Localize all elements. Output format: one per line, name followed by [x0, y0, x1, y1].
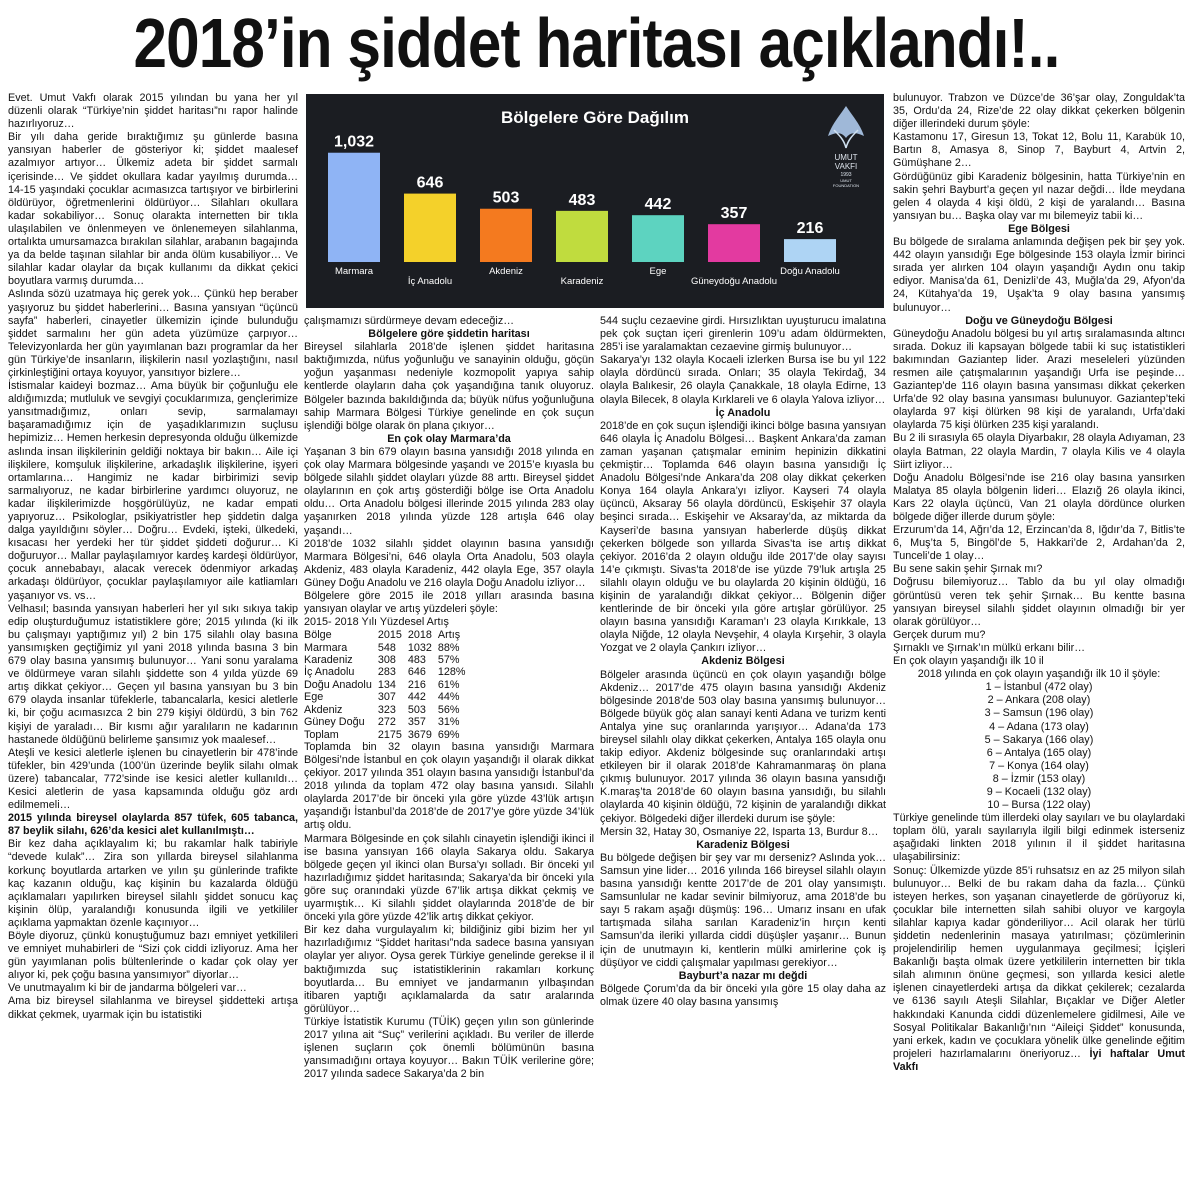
category-label: Güneydoğu Anadolu	[690, 276, 778, 287]
table-cell: Akdeniz	[304, 703, 343, 716]
paragraph: Evet. Umut Vakfı olarak 2015 yılından bu yana her yıl düzenli olarak “Türkiye’nin şiddet haritası”nı rapor halinde hazırlıyoruz…	[8, 92, 298, 131]
bar-value-label: 442	[644, 196, 672, 214]
paragraph: Velhasıl; basında yansıyan haberleri her yıl sıkı sıkıya takip edip oluşturduğumuz istatistiklere göre; 2015 yılında (ki ilk bu çalışmayı yaptığımız yıl) 2 bin 175 silahlı olay basına yansımışken geçtiğimiz yıl yani 2018 yılında basına 3 bin 679 olay basına yansımış bulunuyor… Yani sonu yaralama ve öldürmeye varan silahlı şiddette son 4 yılda yüzde 69 artış dikkat çekiyor… Geçen yıl basına yansıyan bu 3 bin 679 olayda insanlar tüfeklerle, tabancalarla, kesici aletlerle ki, bir çoğu acımasızca 2 bin 279 kişiyi öldürdü, 3 bin 762 kişiyi de yaraladı… Bir kısmı ağır yaralıların ne kadarının hastanede öldüğünü belirleme şansımız yok maalesef…	[8, 602, 298, 746]
paragraph: Bireysel silahlarla 2018’de işlenen şiddet haritasına baktığımızda, nüfus yoğunluğu ve sanayinin olduğu, göçün yoğun yaşanması nedeniyle kozmopolit yapıya sahip kentlerde olayların daha çok yaşandığına tanık oluyoruz. Bölgeler bazında bakıldığında da; büyük nüfus yoğunluğuna sahip Marmara Bölgesi Türkiye genelinde en çok suçun işlendiği bölge olarak ön plana çıkıyor…	[304, 341, 594, 432]
table-header-row	[304, 629, 472, 641]
paragraph: Bir kez daha açıklayalım ki; bu rakamlar halk tabiriyle “devede kulak”… Zira son yıllarda bireysel silahlanma korkunç boyutlarda artarken ve yılın şu günlerinde trafikte kaç kazanın olduğu, kaç kişinin bu kazalarda öldüğü açıklamaları yapılırken bireysel silahlı şiddet sonucu kaç kişinin ölüp, yaralandığı konusunda ilgili ve yetkililer açıklama yapmaktan özenle kaçınıyor…	[8, 838, 298, 929]
subheading: İç Anadolu	[715, 406, 771, 419]
paragraph: Böyle diyoruz, çünkü konuştuğumuz bazı emniyet yetkilileri ve emniyet muhabirleri de “Sizi çok ciddi izliyoruz. Ama her gün yayımlanan polis bültenlerinde o kadar çok olay yer alıyor ki, pek çoğu basına yansımıyor” diyorlar…	[8, 930, 298, 982]
bar-ege	[632, 215, 684, 262]
signature: İyi haftalar Umut Vakfı	[893, 1047, 1185, 1073]
paragraph: Ateşli ve kesici aletlerle işlenen bu cinayetlerin bir 478’inde tüfekler, bin 429’unda (100’ün üzerinde beylik silahı olmak üzere) tabancalar, 772’sinde ise kesici aletler kullanıldı… Kesici aletlerin de yasa kapsamında olduğu göz ardı edilmemeli…	[8, 746, 298, 812]
paragraph: 2015 yılında bireysel olaylarda 857 tüfek, 605 tabanca, 87 beylik silahı, 626’da kesici alet kullanılmıştı…	[8, 812, 298, 838]
category-label: İç Anadolu	[407, 276, 453, 287]
table-header-cell: Bölge	[304, 629, 332, 642]
paragraph: 2018’de 1032 silahlı şiddet olayının basına yansıdığı Marmara Bölgesi’ni, 646 olayla Orta Anadolu, 503 olayla Akdeniz, 483 olayla Karadeniz, 442 olayla Ege, 357 olayla Güney Doğu Anadolu ve 216 olayla Doğu Anadolu izliyor…	[304, 537, 594, 589]
bar-value-label: 216	[796, 220, 824, 238]
column-3	[600, 315, 886, 1198]
table-cell: 307	[377, 691, 396, 704]
paragraph: Erzurum’da 14, Ağrı’da 12, Erzincan’da 8, Iğdır’da 7, Bitlis’te 6, Muş’ta 5, Bingöl’de 5, Hakkari’de 2, Ardahan’da 2, Tunceli’de 1 olay…	[893, 524, 1185, 563]
table-row	[304, 691, 472, 703]
bar-chart	[306, 94, 884, 308]
paragraph: Aslında sözü uzatmaya hiç gerek yok… Çünkü hep beraber yaşıyoruz bu şiddet haberlerini… Basına yansıyan “üçüncü sayfa” haberleri, cinayetler ülkemizin içinde bulunduğu şiddet sarmalını her gün adeta yüzümüze çarpıyor… Televizyonlarda her gün yayımlanan bazı programlar da her gün Türkiye’de insanların, ilişkilerin nasıl yozlaştığını, nasıl çirkinleştiğini ortaya koyuyor, yansıtıyor bizlere…	[8, 288, 298, 379]
table-cell: 134	[377, 678, 396, 691]
list-item: 2 – Ankara (208 olay)	[987, 694, 1091, 707]
table-cell: 283	[377, 666, 396, 679]
paragraph: Mersin 32, Hatay 30, Osmaniye 22, Isparta 13, Burdur 8…	[600, 825, 879, 838]
bar-value-label: 357	[720, 205, 748, 223]
table-cell: 3679	[407, 728, 432, 741]
table-cell: 323	[377, 703, 396, 716]
category-label: Doğu Anadolu	[780, 266, 840, 277]
table-cell: 56%	[437, 703, 460, 716]
paragraph: Ve unutmayalım ki bir de jandarma bölgeleri var…	[8, 982, 247, 995]
paragraph: Ama biz bireysel silahlanma ve bireysel şiddetteki artışa dikkat çekmek, uyarmak için bu istatistiki	[8, 995, 298, 1021]
bar-value-label: 1,032	[333, 133, 375, 151]
list-item: 3 – Samsun (196 olay)	[984, 707, 1094, 720]
paragraph: Yaşanan 3 bin 679 olayın basına yansıdığı 2018 yılında en çok olay Marmara bölgesinde yaşandı ve 2015’e kıyasla bu bölgede silahlı şiddet olayları yüzde 88 arttı. Bireysel şiddet olaylarının en çok artış gösterdiği bölge ise Orta Anadolu oldu… Orta Anadolu bölgesi illerinde 2015 yılında 283 olay yaşanırken 2018 yılında yüzde 128 artışla 646 olay yaşandı…	[304, 445, 594, 537]
table-cell: 357	[407, 716, 426, 729]
table-row	[304, 642, 472, 654]
table-cell: İç Anadolu	[304, 666, 355, 679]
subheading: Karadeniz Bölgesi	[696, 838, 790, 851]
paragraph: Şırnaklı ve Şırnak’ın mülkü erkanı bilir…	[893, 641, 1086, 654]
umut-vakfi-logo	[818, 102, 874, 190]
table-cell: 1032	[407, 641, 432, 654]
table-header-cell: Artış	[437, 629, 461, 642]
table-row	[304, 666, 472, 678]
paragraph: Türkiye İstatistik Kurumu (TÜİK) geçen yılın son günlerinde 2017 yılına ait “Suç” verilerini açıkladı. Bu veriler de illerde işlenen suçların çok önemli bölümünün basına yansımadığını ortaya koyuyor… Bakın TÜİK verilerine göre; 2017 yılında sadece Sakarya’da 2 bin	[304, 1015, 594, 1081]
subheading: Bayburt’a nazar mı değdi	[678, 969, 808, 982]
paragraph: Bir kez daha vurgulayalım ki; bildiğiniz gibi bizim her yıl hazırladığımız “Şiddet haritası”nda sadece basına yansıyan olaylar yer alıyor. Oysa gerek Türkiye genelinde gerekse il il baktığımızda suç istatistiklerinin rakamları korkunç boyutlarda… Bu emniyet ve jandarmanın yılbaşından itibaren yaptığı açıklamalarda da satır aralarında görülüyor…	[304, 924, 594, 1015]
chart-canvas	[306, 94, 884, 308]
paragraph: Doğu Anadolu Bölgesi’nde ise 216 olay basına yansırken Malatya 85 olayla bölgenin lideri… Elazığ 26 olayla ikinci, Kars 22 olayla üçüncü, Van 21 olayla dördünce olurken bölgede diğer illerde durum şöyle:	[893, 471, 1185, 523]
table-cell: Karadeniz	[304, 654, 353, 667]
subheading: Bölgelere göre şiddetin haritası	[368, 328, 530, 341]
paragraph: Kastamonu 17, Giresun 13, Tokat 12, Bolu 11, Karabük 10, Bartın 8, Amasya 8, Sinop 7, Bayburt 4, Artvin 2, Gümüşhane 2…	[893, 131, 1185, 170]
table-cell: 2175	[377, 728, 402, 741]
table-cell: 503	[407, 703, 426, 716]
increase-table	[304, 629, 472, 741]
table-cell: 69%	[437, 728, 460, 741]
logo-text: VAKFI	[834, 162, 858, 171]
paragraph: Bölgede Çorum’da da bir önceki yıla göre 15 olay daha az olmak üzere 40 olay basına yansımış	[600, 982, 886, 1008]
list-item: 8 – İzmir (153 olay)	[992, 772, 1086, 785]
table-row	[304, 729, 472, 741]
logo-text: UMUT	[840, 178, 852, 183]
paragraph: 2018 yılında en çok olayın yaşandığı ilk 10 il şöyle:	[917, 668, 1161, 681]
paragraph: İstismalar kaideyi bozmaz… Ama büyük bir çoğunluğu ele aldığımızda; mutluluk ve sevgiyi çocuklarımıza, gençlerimize yansıtmadığımız, onları sevip, sarmalamayı başaramadığımız için de yaşadıklarımızın suçlusu hepimiziz… Hemen herkesin depresyonda olduğu ülkemizde aslında insan ilişkilerinin geldiği noktaya bir bakın… Aile içi ilişkilere, komşuluk ilişkilerine, arkadaşlık ilişkilerine, işyeri ortamlarına… Hangimiz ne kadar birbirimizi sevip sarmalıyoruz, ne kadar birbirlerine yardımcı oluyoruz, ne kadar ilişkilerimizde hoşgörülüyüz, ne kadar empati yapıyoruz… Psikologlar, psikiyatristler hep şiddetin dalga dalga yayıldığını söyler… Doğru… Evdeki, işteki, ülkedeki, kısacası her yerdeki her tür şiddet şiddeti doğurur… Ki doğuruyor… Mallar paylaşılamıyor kardeş kardeşi öldürüyor, çocuk annebabayı, alacak verecek ödenmiyor arkadaş arkadaşı öldürüyor, çocuklar paylaşılamıyor aile katliamları yaşanıyor vs. vs…	[8, 380, 298, 602]
bar-akdeniz	[480, 209, 532, 262]
table-cell: Ege	[304, 691, 324, 704]
table-cell: 88%	[437, 641, 460, 654]
column-2	[304, 315, 594, 1198]
list-item: 4 – Adana (173 olay)	[989, 720, 1089, 733]
bar-karadeniz	[556, 211, 608, 262]
table-cell: 308	[377, 654, 396, 667]
table-row	[304, 704, 472, 716]
table-cell: 61%	[437, 678, 460, 691]
paragraph: Türkiye genelinde tüm illerdeki olay sayıları ve bu olaylardaki toplam ölü, yaralı sayılarıyla ilgili bilgi edinmek isterseniz aşağıdaki linkten 2018 yılının il il şiddet haritasına ulaşabilirsiniz:	[893, 812, 1185, 864]
bar-value-label: 503	[492, 189, 520, 207]
logo-text: UMUT	[834, 153, 858, 162]
logo-text: FOUNDATION	[832, 183, 860, 188]
paragraph: Güneydoğu Anadolu bölgesi bu yıl artış sıralamasında altıncı sırada. Dokuz ili kapsayan bölgede tabii ki suç istatistikleri bakımından Gaziantep lider. Arazi meseleleri yüzünden resmen aile çatışmalarının yaşandığı Urfa ise peşinde… Gaziantep’de 116 olayın basına yansıması dikkat çekerken Urfa’de 92 olay basına yansıması bulunuyor. Gaziantep’teki olaylarda 97 kişi ölürken 98 kişi de yaralandı, Urfa’daki olaylarda 75 kişi ölürken 235 kişi yaralandı.	[893, 327, 1185, 432]
headline: 2018’in şiddet haritası açıklandı!..	[133, 4, 1060, 82]
paragraph: Doğrusu bilemiyoruz… Tablo da bu yıl olay olmadığı görüntüsü veren tek şehir Şırnak… Bu kentte basına yansıyan bireysel silahlı şiddet olayının olmadığı bir yer olarak görülüyor…	[893, 576, 1185, 628]
paragraph: En çok olayın yaşandığı ilk 10 il	[893, 655, 1044, 668]
paragraph: Bölgelere göre 2015 ile 2018 yılları arasında basına yansıyan olaylar ve artış yüzdeleri şöyle:	[304, 589, 594, 616]
category-label: Ege	[649, 266, 667, 277]
list-item: 6 – Antalya (165 olay)	[986, 746, 1092, 759]
table-row	[304, 654, 472, 666]
category-label: Marmara	[334, 266, 374, 277]
paragraph	[893, 865, 1185, 1075]
table-cell: 483	[407, 654, 426, 667]
paragraph: Bu 2 ili sırasıyla 65 olayla Diyarbakır, 28 olayla Adıyaman, 23 olayla Batman, 22 olayla Mardin, 7 olayla Kilis ve 4 olayla Siirt izliyor…	[893, 432, 1185, 471]
column-1	[8, 92, 298, 1198]
logo-text: 1993	[840, 172, 852, 178]
category-label: Karadeniz	[560, 276, 604, 287]
table-cell: Marmara	[304, 641, 348, 654]
paragraph: Bu sene sakin şehir Şırnak mı?	[893, 563, 1043, 576]
table-cell: 216	[407, 678, 426, 691]
bar-value-label: 646	[416, 174, 444, 192]
column-4	[893, 92, 1185, 1198]
table-cell: Toplam	[304, 728, 339, 741]
table-cell: 272	[377, 716, 396, 729]
paragraph: Gördüğünüz gibi Karadeniz bölgesinin, hatta Türkiye’nin en sakin şehri Bayburt’a geçen yıl nazar değdi… İlde meydana gelen 4 olayda 4 kişi öldü, 2 kişi de yaralandı… Basına yansıyan bu… Başka olay var mı bilemeyiz tabii ki…	[893, 170, 1185, 222]
list-item: 9 – Kocaeli (132 olay)	[986, 785, 1092, 798]
subheading: En çok olay Marmara’da	[387, 432, 511, 445]
table-header-cell: 2018	[407, 629, 432, 642]
bar-value-label: 483	[568, 191, 596, 209]
list-item: 10 – Bursa (122 olay)	[987, 799, 1091, 812]
subheading: Akdeniz Bölgesi	[701, 655, 785, 668]
list-item: 1 – İstanbul (472 olay)	[985, 681, 1093, 694]
bar-marmara	[328, 153, 380, 262]
paragraph: Marmara Bölgesinde en çok silahlı cinayetin işlendiği ikinci il ise basına yansıyan 166 olayla Sakarya oldu. Sakarya bölgede geçen yıl ikinci olan Bursa’yı solladı. Bir önceki yıl hazırladığımız şiddet haritasında; Sakarya’da bir önceki yıla göre suç oranındaki yüzde 67’lik artışa dikkat çekmiş ve uyarmıştık… Ki silahlı şiddet olaylarında 2018’de de bir önceki yıla göre yüzde 42’lik artış dikkat çekiyor.	[304, 832, 594, 924]
list-item: 5 – Sakarya (166 olay)	[984, 733, 1094, 746]
table-cell: 128%	[437, 666, 466, 679]
list-item: 7 – Konya (164 olay)	[989, 759, 1089, 772]
paragraph: Sakarya’yı 132 olayla Kocaeli izlerken Bursa ise bu yıl 122 olayla dördüncü sırada. Onları; 35 olayla Tekirdağ, 34 olayla Balıkesir, 26 olayla Çanakkale, 18 olayla Edirne, 13 olayla Bilecek, 8 olayla Kırklareli ve 6 olayla Yalova izliyor…	[600, 354, 886, 406]
subheading: Ege Bölgesi	[1008, 222, 1070, 235]
table-cell: Güney Doğu	[304, 716, 365, 729]
bar-doğu-anadolu	[784, 239, 836, 262]
table-cell: 31%	[437, 716, 460, 729]
paragraph: Gerçek durum mu?	[893, 628, 986, 641]
bar-i̇ç-anadolu	[404, 194, 456, 262]
paragraph: Bu bölgede değişen bir şey var mı derseniz? Aslında yok… Samsun yine lider… 2016 yılında 166 bireysel silahlı olayın basına yansıdığı kentte 2017’de de 201 olay yansımıştı. Samsunlular ne kadar sevinir bilmiyoruz, ama 2018’de bu sayı 5 rakam aşağı düşmüş: 196… Umarız insanı en ufak tartışmada silaha sarılan Karadeniz’in hırçın kenti Samsun’da ileriki yıllarda ciddi düşüşler yaşanır… Bunun için de unutmayın ki, kentlerin mülki amirlerine çok iş düşüyor ve ciddi çalışmalar yapılması gerekiyor…	[600, 851, 886, 969]
paragraph: 544 suçlu cezaevine girdi. Hırsızlıktan uyuşturucu imalatına pek çok suçtan içeri girenlerin 109’u adam öldürmekten, 285’i ise yaralamaktan cezaevine girmiş bulunuyor…	[600, 315, 886, 354]
table-row	[304, 716, 472, 728]
table-cell: 548	[377, 641, 396, 654]
paragraph: bulunuyor. Trabzon ve Düzce’de 36’şar olay, Zonguldak’ta 35, Ordu’da 24, Rize’de 22 olay dikkat çekerken bölgenin diğer illerindeki durum şöyle:	[893, 92, 1185, 131]
table-title: 2015- 2018 Yılı Yüzdesel Artış	[304, 616, 449, 629]
table-cell: 44%	[437, 691, 460, 704]
table-cell: 646	[407, 666, 426, 679]
table-header-cell: 2015	[377, 629, 402, 642]
paragraph: Bir yılı daha geride bıraktığımız şu günlerde basına yansıyan haberler de gösteriyor ki; şiddet maalesef azalmıyor artıyor… Ülkemiz adeta bir şiddet sarmalı içerisinde… Ve şiddet okullara kadar yayılmış durumda… 14-15 yaşındaki çocuklar acımasızca tartışıyor ve birbirlerini öldürüyor, öğretmenlerini öldürüyor… Silahları okullara kadar sokabiliyor… Sonuç olarakta internetten bir tıkla ulaşılabilen ve önlenmeyen ve önlenemeyen silahlanma, ortalıkta umursamazca bırakılan silahlar, arabanın bagajında ya da belde taşınan silahlar bir anda ölüm kusabiliyor… Ve silahlar kadar olaylar da bıçak kullanımı da dikkat çekici boyutlara varmış durumda…	[8, 131, 298, 288]
paragraph: Bölgeler arasında üçüncü en çok olayın yaşandığı bölge Akdeniz… 2017’de 475 olayın basına yansıdığı Akdeniz bölgesinde 2018’de 503 olay basına yansımış bulunuyor… Bölgede büyük göç alan sanayi kenti Adana ve turizm kenti Antalya yine suç oranlarında yarışıyor… Adana’da 173 bireysel silahlı olay dikkat çekerken, Antalya 165 olayla onu takip ediyor. Akdeniz bölgesinde suç oranlarındaki artışı etkileyen bir il olarak 2018’de Kahramanmaraş ön plana çıkmış bulunuyor. 2017 yılında 36 olayın basına yansıdığı K.maraş’ta 2018’de 60 olayın basına yansıdığı, bu silahlı olaylarda 40 kişinin öldüğü, 72 kişinin de yaralandığı dikkat çekiyor. Bölgedeki diğer illerdeki durum ise şöyle:	[600, 668, 886, 825]
subheading: Doğu ve Güneydoğu Bölgesi	[965, 314, 1113, 327]
paragraph: Bu bölgede de sıralama anlamında değişen pek bir şey yok. 442 olayın yansıdığı Ege bölgesinde 153 olayla İzmir birinci sırada yer alırken 104 olayın yaşandığı Aydın onu takip ediyor. Manisa’da 61, Denizli’de 43, Muğla’da 29, Afyon’da 24, Kütahya’da 19, Uşak’ta 9 olay basına yansımış bulunuyor…	[893, 236, 1185, 314]
paragraph: 2018’de en çok suçun işlendiği ikinci bölge basına yansıyan 646 olayla İç Anadolu Bölgesi… Başkent Ankara’da zaman zaman yaşanan çatışmalar eminim hepinizin dikkatini çekmiştir… Toplamda 646 olayın basına yansıdığı İç Anadolu Bölgesi’nde Ankara’da 208 olay dikkat çekerken Konya 164 olayla Ankara’yı izliyor. Kayseri 74 olayla üçüncü, Aksaray 56 olayla dördüncü, Eskişehir 37 olayla beşinci sırada… Eskişehir ve Aksaray’da, az miktarda da Kayseri’de basına yansıyan haberlerde düşüş dikkat çekerken bölgede son yıllarda Sivas’ta ise artış dikkat çekiyor. 2016’da 2 olayın olduğu ilde 2017’de olay sayısı 14’e çıkmıştı. Sivas’ta 2018’de ise yüzde 79’luk artışla 25 silahlı olayın olduğu ve bu olaylarda 20 kişinin öldüğü, 16 kişinin de yaralandığı dikkat çekiyor… Bölgenin diğer kentlerinde de bir önceki yıla göre artışlar görülüyor. 25 olayın basına yansıdığı Karaman’ı 23 olayla Kırıkkale, 13 olayla Niğde, 12 olayla Nevşehir, 4 olayla Kırşehir, 3 olayla Yozgat ve 2 olayla Çankırı izliyor…	[600, 419, 886, 655]
table-row	[304, 679, 472, 691]
table-cell: 57%	[437, 654, 460, 667]
chart-title: Bölgelere Göre Dağılım	[501, 108, 689, 127]
table-cell: 442	[407, 691, 426, 704]
paragraph: Toplamda bin 32 olayın basına yansıdığı Marmara Bölgesi’nde İstanbul en çok olayın yaşandığı il olarak dikkat çekiyor. 2017 yılında 351 olayın basına yansıdığı İstanbul’da 2018 yılında da toplam 472 olay basına yansıdı. Silahlı olaylarda 2017’de bir önceki yıla göre yüzde 43’lük artışın yaşandığı İstanbul’da 2018’de de 2017’ye göre yüzde 34’lük artış oldu.	[304, 740, 594, 832]
conclusion-text: Sonuç: Ülkemizde yüzde 85’i ruhsatsız en az 25 milyon silah bulunuyor… Belki de bu rakam daha da fazla… Çünkü isteyen herkes, son yaşanan cinayetlerde de görüyoruz ki, çocuklar bile internetten silah sahibi oluyor ve kargoyla silahlar kapıya kadar gönderiliyor… Acil olarak her türlü şiddetin nedenlerinin masaya yatırılması; çözümlerinin projelendirilip hemen uygulanmaya geçilmesi; İçişleri Bakanlığı başta olmak üzere yetkililerin internetten bir tıkla silah alımının önüne geçmesi, son yıllarda kesici aletle işlenen cinayetlerdeki artışa da dikkat çekilerek; cezalarda ve 6136 sayılı Ateşli Silahlar, Bıçaklar ve Diğer Aletler hakkındaki Kanunda ciddi düzenlemelere gidilmesi, Aile ve Sosyal Politikalar Bakanlığı’nın “Aileiçi Şiddet” konusunda, yani erkek, kadın ve çocuklara yönelik ülke genelinde eğitim projeleri hazırlamalarını öneriyoruz…	[893, 864, 1185, 1060]
bar-güneydoğu-anadolu	[708, 224, 760, 262]
category-label: Akdeniz	[489, 266, 523, 277]
paragraph: çalışmamızı sürdürmeye devam edeceğiz…	[304, 315, 515, 327]
table-cell: Doğu Anadolu	[304, 678, 372, 691]
top10-list	[893, 681, 1185, 812]
